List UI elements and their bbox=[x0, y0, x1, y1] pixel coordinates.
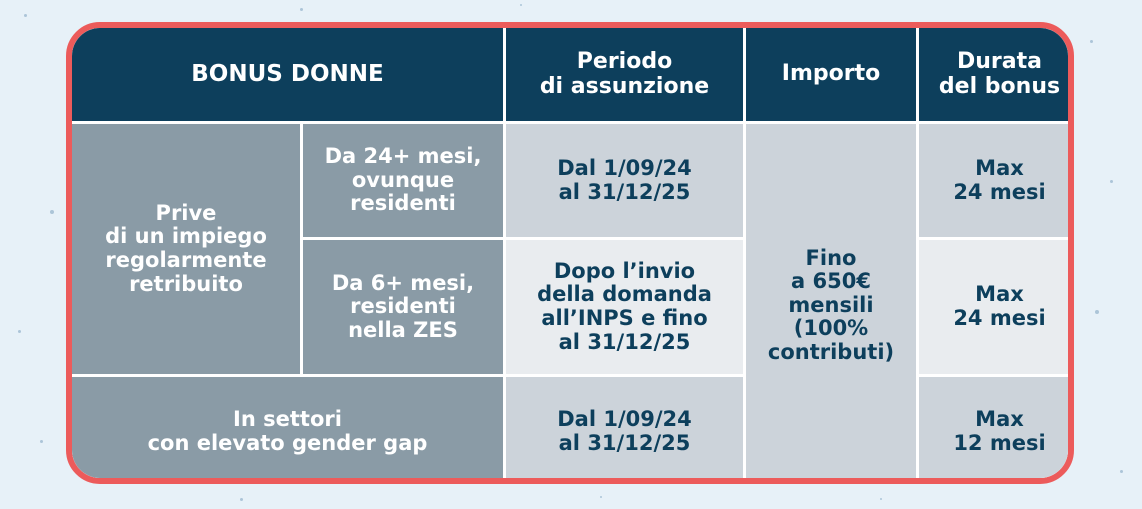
duration-row-2 bbox=[919, 240, 1074, 374]
background-speck bbox=[1120, 470, 1123, 473]
background-speck bbox=[18, 330, 21, 333]
amount-text: Fino a 650€ mensili (100% contributi) bbox=[767, 245, 895, 364]
condition-6-months-zes-text: Da 6+ mesi, residenti nella ZES bbox=[331, 270, 475, 342]
duration-row-3 bbox=[919, 377, 1074, 484]
group-gender-gap-label bbox=[72, 377, 503, 484]
duration-row-3-text: Max 12 mesi bbox=[953, 407, 1046, 455]
duration-row-1-text: Max 24 mesi bbox=[953, 155, 1046, 204]
condition-6-months-zes bbox=[303, 240, 503, 374]
condition-24-months-text: Da 24+ mesi, ovunque residenti bbox=[324, 144, 482, 216]
background-speck bbox=[24, 14, 27, 17]
group-unemployed-text: Prive di un impiego regolarmente retribuito bbox=[105, 200, 267, 296]
background-speck bbox=[1090, 40, 1093, 43]
header-duration-text: Durata del bonus bbox=[938, 48, 1061, 99]
background-speck bbox=[300, 8, 303, 11]
header-duration bbox=[919, 28, 1074, 121]
group-unemployed-label bbox=[72, 124, 300, 374]
header-period-text: Periodo di assunzione bbox=[539, 48, 710, 99]
background-speck bbox=[600, 496, 602, 498]
background-speck bbox=[880, 498, 882, 500]
duration-row-1 bbox=[919, 124, 1074, 237]
period-row-1 bbox=[506, 124, 743, 237]
table-title bbox=[72, 28, 503, 121]
period-row-2-text: Dopo l’invio della domanda all’INPS e fino al 31/12/25 bbox=[537, 258, 712, 354]
period-row-3 bbox=[506, 377, 743, 484]
header-period bbox=[506, 28, 743, 121]
period-row-1-text: Dal 1/09/24 al 31/12/25 bbox=[557, 155, 692, 204]
period-row-2 bbox=[506, 240, 743, 374]
background-speck bbox=[1110, 180, 1113, 183]
background-speck bbox=[50, 210, 54, 214]
background-speck bbox=[520, 4, 522, 6]
background-speck bbox=[1095, 310, 1099, 314]
condition-24-months bbox=[303, 124, 503, 237]
background-speck bbox=[240, 498, 243, 501]
table-title-text: BONUS DONNE bbox=[191, 60, 384, 87]
period-row-3-text: Dal 1/09/24 al 31/12/25 bbox=[557, 407, 692, 455]
bonus-table-frame bbox=[66, 22, 1074, 484]
group-gender-gap-text: In settori con elevato gender gap bbox=[147, 407, 428, 455]
header-amount-text: Importo bbox=[781, 61, 881, 87]
amount-cell bbox=[746, 124, 916, 484]
duration-row-2-text: Max 24 mesi bbox=[953, 282, 1046, 330]
bonus-table bbox=[72, 28, 1068, 478]
header-amount bbox=[746, 28, 916, 121]
background-speck bbox=[40, 440, 43, 443]
